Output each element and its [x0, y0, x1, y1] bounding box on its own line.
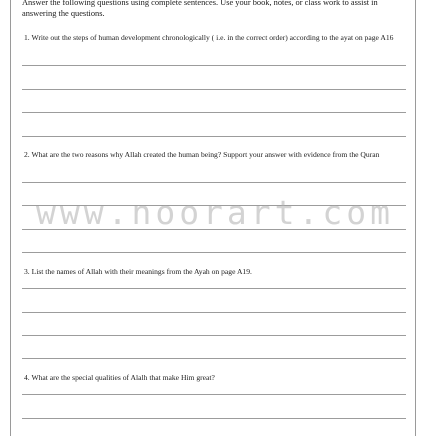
- answer-line: [22, 65, 406, 66]
- answer-line: [22, 136, 406, 137]
- question-2: 2. What are the two reasons why Allah created the human being? Support your answer with evidence from the Quran: [24, 150, 380, 159]
- instructions-text: Answer the following questions using complete sentences. Use your book, notes, or class work to assist in answering the questions.: [22, 0, 378, 18]
- answer-line: [22, 205, 406, 206]
- answer-line: [22, 418, 406, 419]
- answer-line: [22, 112, 406, 113]
- question-3: 3. List the names of Allah with their meanings from the Ayah on page A19.: [24, 267, 252, 276]
- answer-line: [22, 358, 406, 359]
- answer-line: [22, 182, 406, 183]
- answer-line: [22, 335, 406, 336]
- answer-line: [22, 312, 406, 313]
- answer-line: [22, 394, 406, 395]
- answer-line: [22, 288, 406, 289]
- question-4: 4. What are the special qualities of Alalh that make Him great?: [24, 373, 215, 382]
- answer-line: [22, 89, 406, 90]
- question-1: 1. Write out the steps of human development chronologically ( i.e. in the correct order) according to the ayat on page A16: [24, 33, 394, 42]
- answer-line: [22, 229, 406, 230]
- answer-line: [22, 252, 406, 253]
- watermark: www.noorart.com: [35, 193, 394, 232]
